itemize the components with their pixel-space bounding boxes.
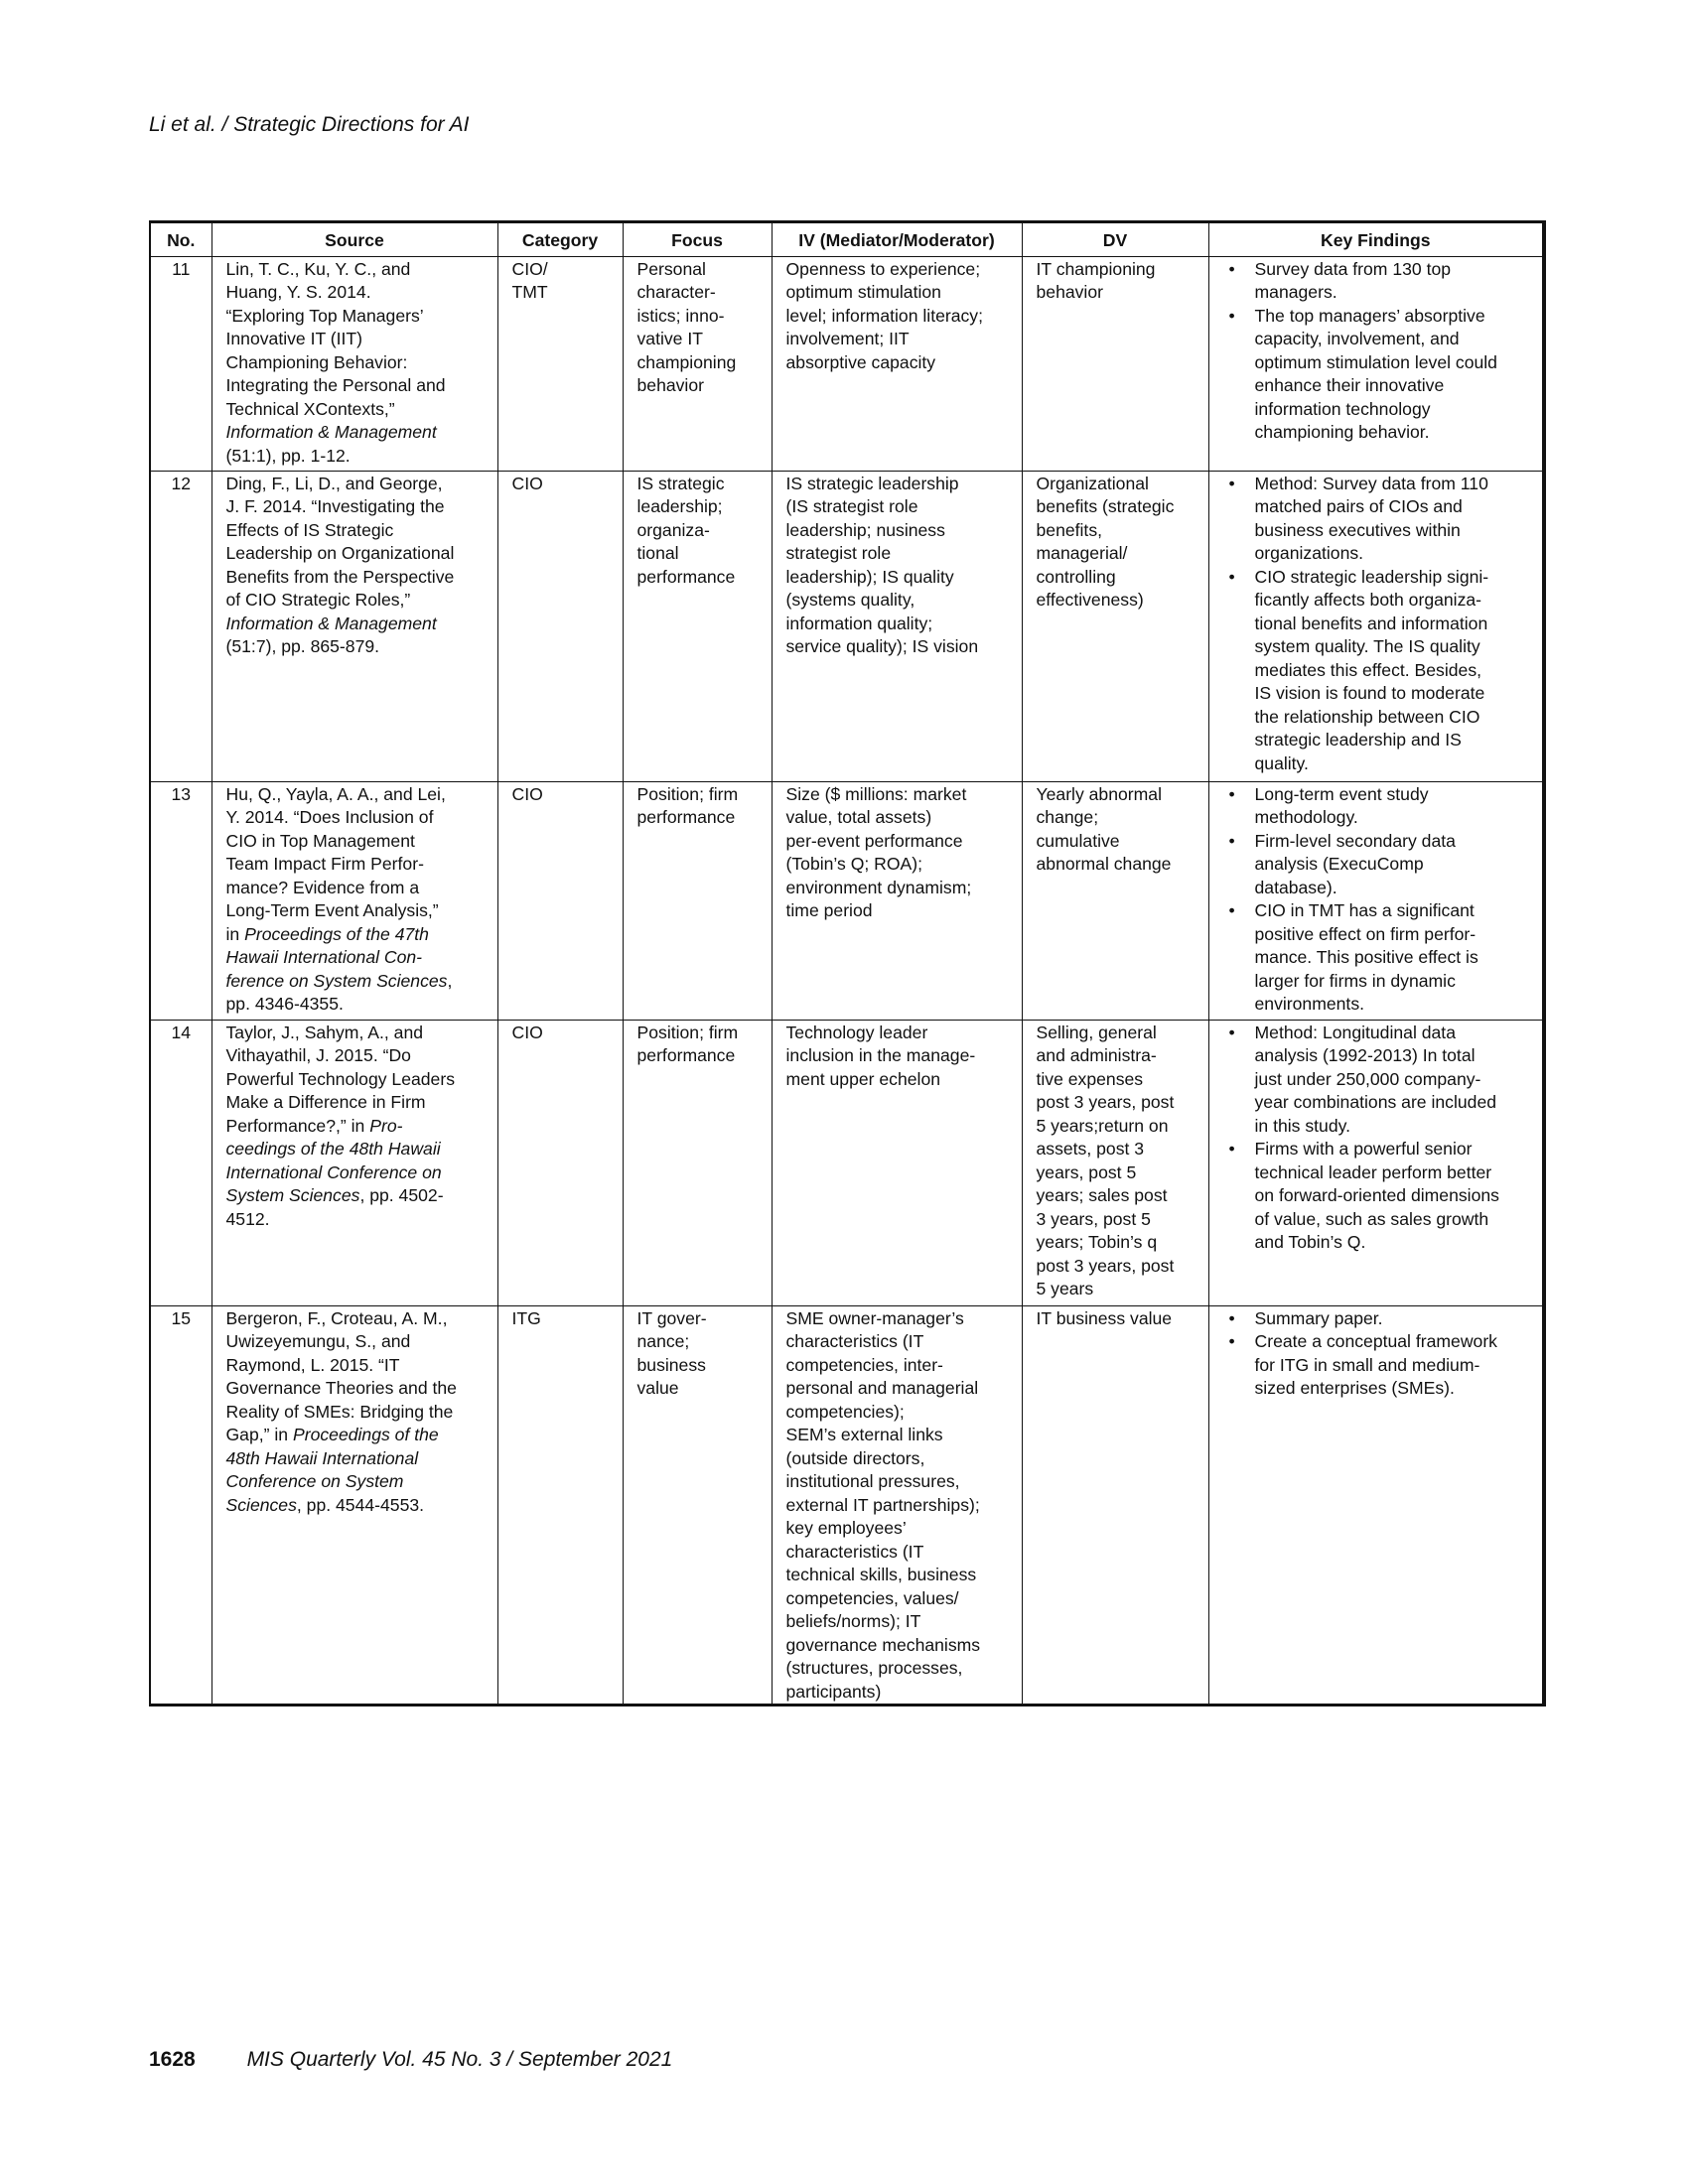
cell-dv [1022,781,1208,1020]
col-header-category: Category [497,222,623,257]
dv-text: Organizational benefits (strategic benefits, managerial/ controlling effectiveness) [1036,473,1175,610]
source-pages: (51:1), pp. 1-12. [225,445,351,466]
iv-text: SME owner-manager’s characteristics (IT competencies, inter- personal and managerial competencies); SEM’s external links (outside directors, institutional pressures, external IT partnerships); key employees’ characteristics (IT technical skills, business competencies, values/ beliefs/norms); IT governance mechanisms (structures, processes, participants) [785,1307,981,1702]
cell-source [211,471,497,781]
cell-focus [623,1020,772,1305]
cell-category [497,471,623,781]
literature-table [149,220,1546,1706]
row-number: 11 [172,258,191,279]
focus-text: IT gover- nance; business value [636,1307,707,1398]
category-text: CIO [511,783,543,804]
table-row [150,256,1544,471]
findings-list [1223,473,1535,776]
cell-iv [772,781,1022,1020]
findings-list [1223,1307,1535,1401]
iv-text: Openness to experience; optimum stimulation level; information literacy; involvement; IIT absorptive capacity [785,258,983,372]
dv-text: IT championing behavior [1036,258,1156,302]
col-header-focus: Focus [623,222,772,257]
cell-category [497,781,623,1020]
source-text: Taylor, J., Sahym, A., and Vithayathil, J. 2015. “Do Powerful Technology Leaders Make a Difference in Firm Performance?,” in [225,1022,455,1136]
focus-text: IS strategic leadership; organiza- tional performance [636,473,736,587]
finding-item: • Long-term event study methodology. [1223,783,1535,830]
category-text: CIO [511,1022,543,1042]
focus-text: Position; firm performance [636,1022,739,1065]
category-text: ITG [511,1307,541,1328]
dv-text: Selling, general and administra- tive expenses post 3 years, post 5 years;return on assets, post 3 years, post 5 years; sales post 3 years, post 5 years; Tobin’s q post 3 years, post 5 years [1036,1022,1175,1298]
cell-key-findings [1208,1305,1544,1706]
cell-dv [1022,1305,1208,1706]
cell-source [211,1305,497,1706]
cell-source [211,1020,497,1305]
table-body [150,256,1544,1706]
source-venue: Proceedings of the 47th Hawaii International Con- ference on System Sciences [225,923,448,991]
cell-dv [1022,471,1208,781]
cell-source [211,256,497,471]
iv-text: Technology leader inclusion in the manage- ment upper echelon [785,1022,976,1089]
finding-item: • Create a conceptual framework for ITG in small and medium- sized enterprises (SMEs). [1223,1330,1535,1401]
findings-list [1223,1022,1535,1255]
source-pages: , pp. 4502- 4512. [225,1185,444,1229]
source-text: Lin, T. C., Ku, Y. C., and Huang, Y. S. 2014. “Exploring Top Managers’ Innovative IT (IIT) Championing Behavior: Integrating the Personal and Technical XContexts,” [225,258,446,419]
cell-no [150,256,211,471]
findings-list [1223,783,1535,1017]
cell-dv [1022,256,1208,471]
finding-item: • CIO strategic leadership signi- ficantly affects both organiza- tional benefits and information system quality. The IS quality mediates this effect. Besides, IS vision is found to moderate the relationship between CIO strategic leadership and IS quality. [1223,566,1535,776]
cell-category [497,256,623,471]
iv-text: IS strategic leadership (IS strategist role leadership; nusiness strategist role leadership); IS quality (systems quality, information quality; service quality); IS vision [785,473,979,656]
cell-no [150,1020,211,1305]
source-pages: , pp. 4346-4355. [225,970,453,1014]
finding-item: • The top managers’ absorptive capacity, involvement, and optimum stimulation level could enhance their innovative information technology championing behavior. [1223,305,1535,445]
source-pages: , pp. 4544-4553. [296,1494,425,1515]
focus-text: Personal character- istics; inno- vative IT championing behavior [636,258,737,395]
journal-citation: MIS Quarterly Vol. 45 No. 3 / September 2021 [246,2048,673,2071]
focus-text: Position; firm performance [636,783,739,827]
cell-iv [772,1305,1022,1706]
finding-item: • Method: Longitudinal data analysis (1992-2013) In total just under 250,000 company- year combinations are included in this study. [1223,1022,1535,1139]
source-venue: Information & Management [225,422,437,442]
finding-item: • Survey data from 130 top managers. [1223,258,1535,305]
cell-key-findings [1208,256,1544,471]
cell-key-findings [1208,781,1544,1020]
cell-dv [1022,1020,1208,1305]
col-header-key-findings: Key Findings [1208,222,1544,257]
category-text: CIO [511,473,543,493]
row-number: 12 [171,473,192,493]
source-venue: Pro- ceedings of the 48th Hawaii International Conference on System Sciences [225,1115,442,1205]
cell-category [497,1305,623,1706]
cell-no [150,781,211,1020]
cell-focus [623,256,772,471]
category-text: CIO/ TMT [511,258,548,302]
col-header-dv: DV [1022,222,1208,257]
table-row [150,781,1544,1020]
col-header-no: No. [150,222,211,257]
finding-item: • Summary paper. [1223,1307,1535,1331]
cell-focus [623,1305,772,1706]
source-pages: (51:7), pp. 865-879. [225,636,380,656]
finding-item: • CIO in TMT has a significant positive effect on firm perfor- mance. This positive effect is larger for firms in dynamic environments. [1223,899,1535,1017]
cell-key-findings [1208,1020,1544,1305]
col-header-source: Source [211,222,497,257]
page-footer [149,2048,672,2072]
table-row [150,1305,1544,1706]
row-number: 14 [171,1022,192,1042]
finding-item: • Firms with a powerful senior technical leader perform better on forward-oriented dimensions of value, such as sales growth and Tobin’s Q. [1223,1138,1535,1255]
cell-iv [772,256,1022,471]
source-text: Bergeron, F., Croteau, A. M., Uwizeyemungu, S., and Raymond, L. 2015. “IT Governance Theories and the Reality of SMEs: Bridging the Gap,” in [225,1307,457,1444]
source-venue: Proceedings of the 48th Hawaii International Conference on System Sciences [225,1425,439,1515]
source-venue: Information & Management [225,613,437,633]
row-number: 13 [171,783,192,804]
page-number: 1628 [149,2048,196,2071]
cell-no [150,471,211,781]
cell-iv [772,1020,1022,1305]
finding-item: • Firm-level secondary data analysis (ExecuComp database). [1223,830,1535,900]
iv-text: Size ($ millions: market value, total assets) per-event performance (Tobin’s Q; ROA); environment dynamism; time period [785,783,972,920]
findings-list [1223,258,1535,445]
table-row [150,1020,1544,1305]
cell-focus [623,471,772,781]
table-row [150,471,1544,781]
finding-item: • Method: Survey data from 110 matched pairs of CIOs and business executives within organizations. [1223,473,1535,566]
running-head: Li et al. / Strategic Directions for AI [149,113,470,136]
col-header-iv: IV (Mediator/Moderator) [772,222,1022,257]
row-number: 15 [171,1307,192,1328]
cell-no [150,1305,211,1706]
cell-focus [623,781,772,1020]
source-text: Ding, F., Li, D., and George, J. F. 2014. “Investigating the Effects of IS Strategic Leadership on Organizational Benefits from the Perspective of CIO Strategic Roles,” [225,473,455,610]
cell-iv [772,471,1022,781]
cell-category [497,1020,623,1305]
dv-text: Yearly abnormal change; cumulative abnormal change [1036,783,1172,874]
dv-text: IT business value [1036,1307,1173,1328]
cell-key-findings [1208,471,1544,781]
cell-source [211,781,497,1020]
table-header-row [150,222,1544,257]
source-text: Hu, Q., Yayla, A. A., and Lei, Y. 2014. “Does Inclusion of CIO in Top Management Team Impact Firm Perfor- mance? Evidence from a Long-Term Event Analysis,” in [225,783,446,944]
